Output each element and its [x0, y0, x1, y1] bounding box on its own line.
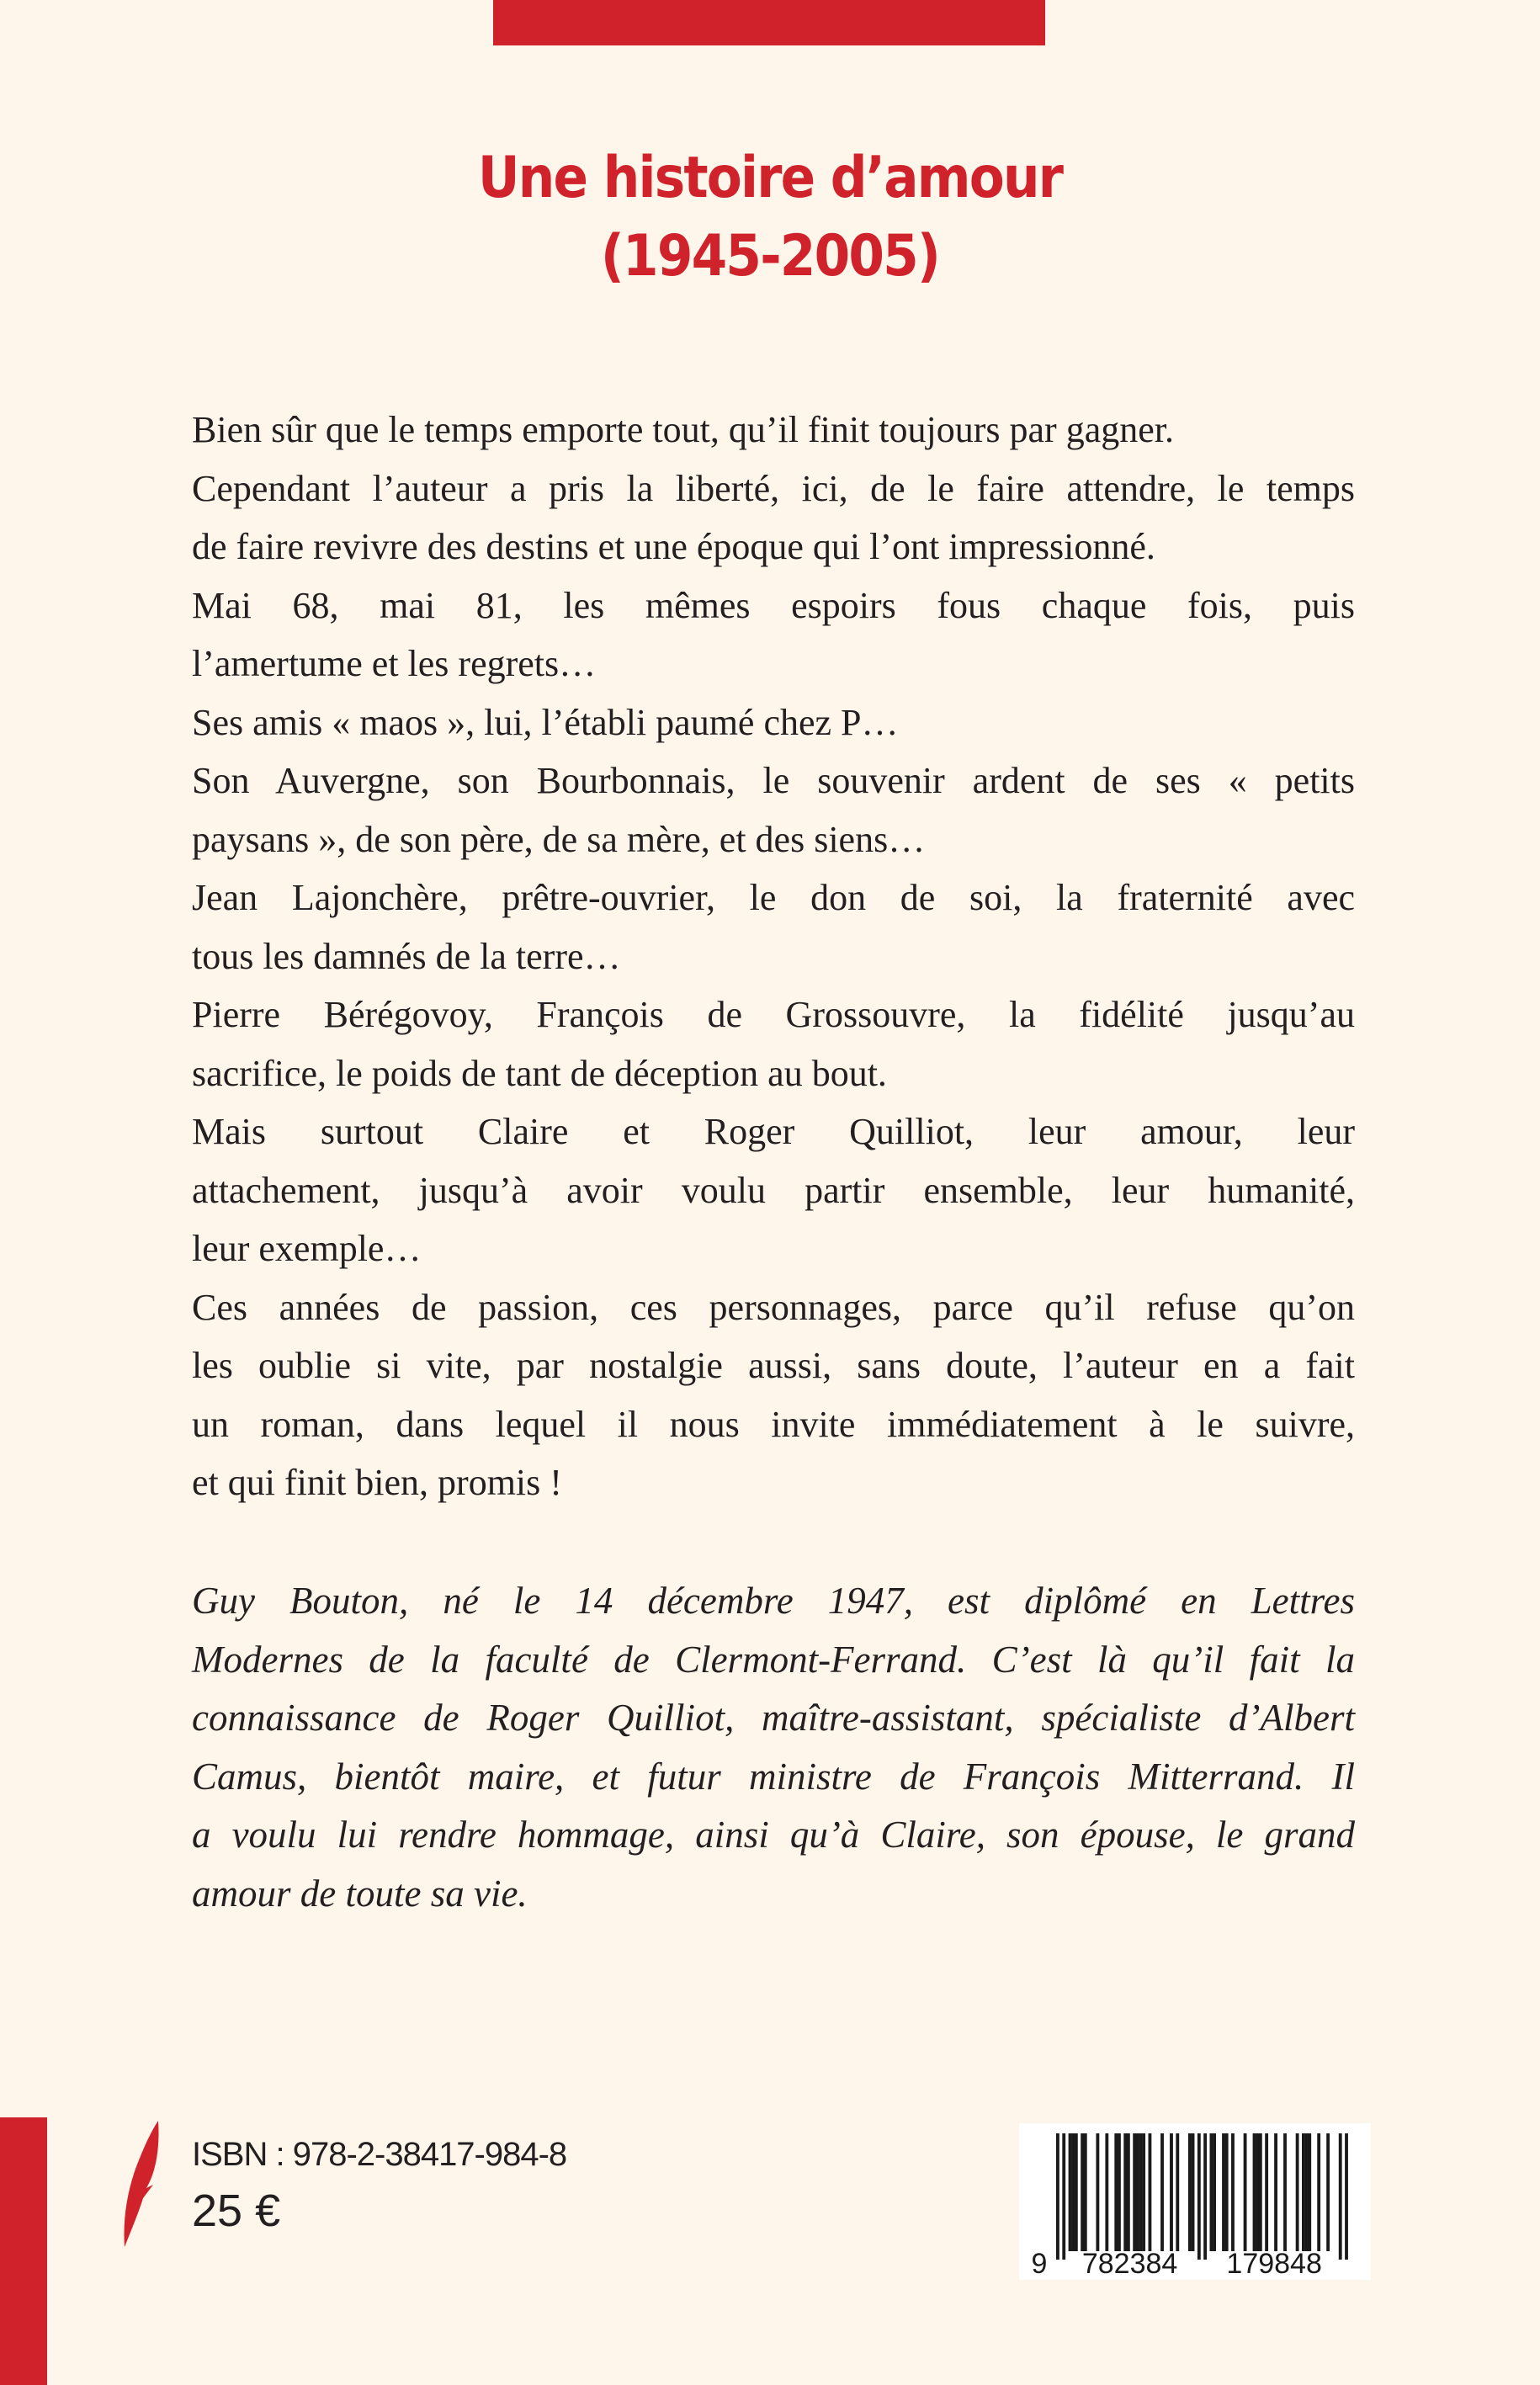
blurb-line: Cependant l’auteur a pris la liberté, ici, de le faire attendre, le temps [192, 467, 1355, 509]
blurb-line: de faire revivre des destins et une époque qui l’ont impressionné. [192, 526, 1155, 567]
barcode-bar [1253, 2133, 1256, 2251]
barcode-bar [1123, 2133, 1127, 2251]
barcode-bar [1305, 2133, 1309, 2251]
blurb-line: attachement, jusqu’à avoir voulu partir ensemble, leur humanité, [192, 1169, 1355, 1211]
barcode-bar [1133, 2133, 1136, 2251]
barcode-bar [1256, 2133, 1259, 2251]
blurb-line: Ses amis « maos », lui, l’établi paumé chez P… [192, 701, 899, 743]
barcode-bar [1259, 2133, 1262, 2251]
blurb-line: leur exemple… [192, 1228, 422, 1269]
barcode-bar [1197, 2133, 1201, 2260]
title-line-2: (1945-2005) [600, 223, 940, 289]
barcode-bar [1142, 2133, 1145, 2251]
barcode-bar [1118, 2133, 1121, 2251]
blurb-line: Mai 68, mai 81, les mêmes espoirs fous chaque fois, puis [192, 584, 1355, 626]
barcode-bar [1339, 2133, 1342, 2260]
barcode-bar [1265, 2133, 1268, 2251]
barcode-bar [1345, 2133, 1348, 2260]
blurb-line: un roman, dans lequel il nous invite immédiatement à le suivre, [192, 1403, 1355, 1445]
barcode-bar [1326, 2133, 1330, 2251]
blurb-text [192, 401, 1355, 1512]
barcode-bar [1222, 2133, 1225, 2251]
blurb-line: les oublie si vite, par nostalgie aussi, sans doute, l’auteur en a fait [192, 1345, 1355, 1386]
blurb-line: Jean Lajonchère, prêtre-ouvrier, le don de soi, la fraternité avec [192, 877, 1355, 918]
bio-line: connaissance de Roger Quilliot, maître-assistant, spécialiste d’Albert [192, 1697, 1355, 1739]
blurb-line: Ces années de passion, ces personnages, parce qu’il refuse qu’on [192, 1286, 1355, 1328]
barcode-bar [1056, 2133, 1059, 2260]
barcode-bar [1075, 2133, 1078, 2251]
barcode-bar [1114, 2133, 1118, 2251]
barcode-bar [1071, 2133, 1075, 2251]
blurb-line: tous les damnés de la terre… [192, 935, 621, 977]
blurb-line: Son Auvergne, son Bourbonnais, le souvenir ardent de ses « petits [192, 760, 1355, 801]
barcode-digits: 179848 [1226, 2248, 1322, 2280]
barcode-bar [1096, 2133, 1099, 2251]
title-line-1: Une histoire d’amour [477, 145, 1063, 211]
left-accent-bar [0, 2117, 47, 2385]
blurb-line: sacrifice, le poids de tant de déception au bout. [192, 1052, 887, 1094]
barcode-bar [1225, 2133, 1229, 2251]
blurb-line: Bien sûr que le temps emporte tout, qu’il finit toujours par gagner. [192, 409, 1174, 450]
barcode-bar [1136, 2133, 1139, 2251]
barcode-bar [1139, 2133, 1143, 2251]
barcode-bar [1308, 2133, 1311, 2251]
barcode-bar [1084, 2133, 1087, 2251]
blurb-line: et qui finit bien, promis ! [192, 1462, 562, 1503]
blurb-line: paysans », de son père, de sa mère, et des siens… [192, 818, 926, 860]
barcode-bar [1231, 2133, 1235, 2251]
barcode-bar [1081, 2133, 1084, 2251]
barcode-bar [1160, 2133, 1164, 2251]
barcode-bar [1127, 2133, 1130, 2251]
barcode-bar [1188, 2133, 1192, 2251]
bio-line: amour de toute sa vie. [192, 1872, 528, 1915]
author-bio [192, 1572, 1355, 1923]
barcode-bar [1170, 2133, 1173, 2251]
barcode [1019, 2123, 1371, 2280]
barcode-bar [1244, 2133, 1247, 2251]
bio-line: Camus, bientôt maire, et futur ministre de François Mitterrand. Il [192, 1755, 1355, 1798]
barcode-bar [1203, 2133, 1207, 2260]
bio-line: a voulu lui rendre hommage, ainsi qu’à Claire, son épouse, le grand [192, 1814, 1355, 1856]
top-accent-bar [493, 0, 1045, 45]
bio-line: Guy Bouton, né le 14 décembre 1947, est diplômé en Lettres [192, 1580, 1355, 1622]
barcode-bar [1213, 2133, 1216, 2251]
isbn: ISBN : 978-2-38417-984-8 [192, 2136, 567, 2173]
bio-line: Modernes de la faculté de Clermont-Ferrand. C’est là qu’il fait la [192, 1638, 1355, 1681]
barcode-bar [1192, 2133, 1195, 2251]
barcode-bar [1283, 2133, 1287, 2251]
barcode-bar [1210, 2133, 1213, 2251]
book-title [77, 139, 1463, 295]
barcode-bar [1105, 2133, 1108, 2251]
blurb-line: Mais surtout Claire et Roger Quilliot, leur amour, leur [192, 1111, 1355, 1152]
barcode-bar [1274, 2133, 1277, 2251]
blurb-line: Pierre Bérégovoy, François de Grossouvre, la fidélité jusqu’au [192, 994, 1355, 1035]
barcode-digits: 9 [1031, 2248, 1048, 2280]
barcode-bar [1302, 2133, 1305, 2251]
feather-icon [109, 2121, 168, 2247]
barcode-bar [1317, 2133, 1320, 2251]
blurb-line: l’amertume et les regrets… [192, 643, 597, 684]
barcode-bar [1069, 2133, 1072, 2251]
barcode-bar [1296, 2133, 1299, 2251]
price: 25 € [192, 2186, 281, 2236]
barcode-bar [1149, 2133, 1152, 2251]
barcode-bar [1176, 2133, 1179, 2251]
barcode-digits: 782384 [1081, 2248, 1178, 2280]
barcode-bar [1062, 2133, 1065, 2260]
